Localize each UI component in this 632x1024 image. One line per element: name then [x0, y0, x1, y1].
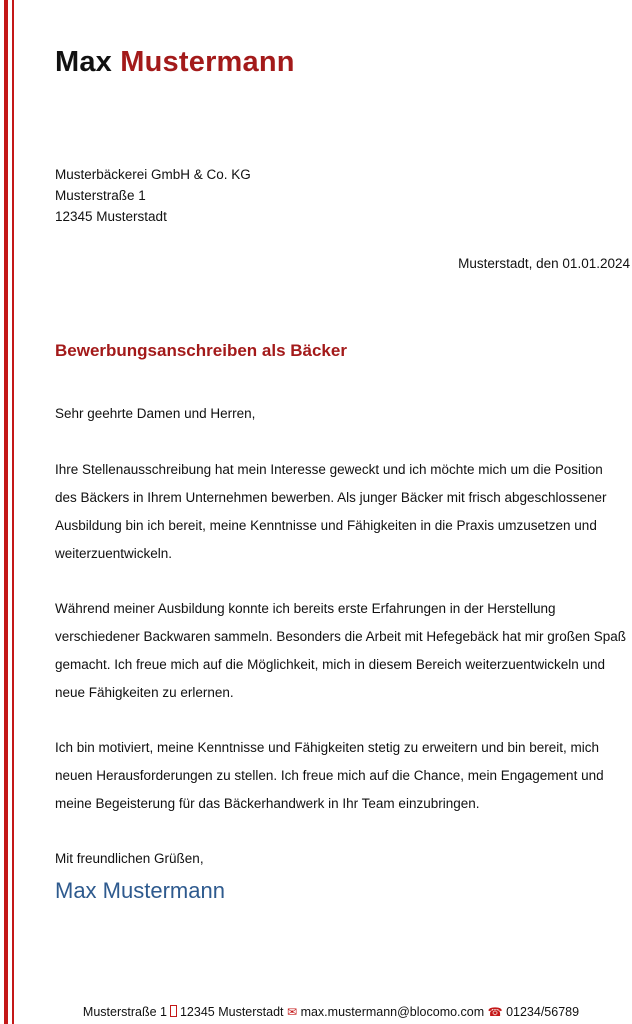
- applicant-first-name: Max: [55, 46, 113, 78]
- footer-phone[interactable]: 01234/56789: [506, 1005, 580, 1019]
- salutation: Sehr geehrte Damen und Herren,: [55, 406, 256, 421]
- applicant-name-header: [55, 46, 295, 79]
- recipient-city: 12345 Musterstadt: [55, 209, 167, 224]
- recipient-street: Musterstraße 1: [55, 188, 146, 203]
- footer-contact: [0, 1005, 632, 1019]
- footer-email[interactable]: max.mustermann@blocomo.com: [300, 1005, 485, 1019]
- footer-street: Musterstraße 1: [82, 1005, 167, 1019]
- closing: Mit freundlichen Grüßen,: [55, 851, 204, 866]
- separator-icon: [170, 1005, 177, 1017]
- telephone-icon: ☎: [487, 1005, 503, 1019]
- letter-subject: Bewerbungsanschreiben als Bäcker: [55, 341, 347, 360]
- date-line: Musterstadt, den 01.01.2024: [458, 256, 630, 271]
- paragraph-1: Ihre Stellenausschreibung hat mein Interesse geweckt und ich möchte mich um die Position des Bäckers in Ihrem Unternehmen bewerben. Als junger Bäcker mit frisch abgeschlossener Ausbildung bin ich bereit, meine Kenntnisse und Fähigkeiten in die Praxis umzusetzen und weiterzuentwickeln.: [55, 462, 607, 561]
- recipient-address: [55, 164, 251, 227]
- recipient-company: Musterbäckerei GmbH & Co. KG: [55, 167, 251, 182]
- footer-city: 12345 Musterstadt: [179, 1005, 284, 1019]
- signature: Max Mustermann: [55, 878, 225, 903]
- applicant-last-name: Mustermann: [120, 46, 295, 78]
- left-accent-bar-thin: [12, 0, 14, 1024]
- paragraph-2: Während meiner Ausbildung konnte ich bereits erste Erfahrungen in der Herstellung verschiedener Backwaren sammeln. Besonders die Arbeit mit Hefegebäck hat mir großen Spaß gemacht. Ich freue mich auf die Möglichkeit, mich in diesem Bereich weiterzuentwickeln und neue Fähigkeiten zu erlernen.: [55, 601, 627, 700]
- envelope-icon: ✉: [287, 1005, 298, 1019]
- paragraph-3: Ich bin motiviert, meine Kenntnisse und Fähigkeiten stetig zu erweitern und bin bereit, mich neuen Herausforderungen zu stellen. Ich freue mich auf die Chance, mein Engagement und meine Begeisterung für das Bäckerhandwerk in Ihr Team einzubringen.: [55, 740, 604, 811]
- left-accent-bar-thick: [4, 0, 8, 1024]
